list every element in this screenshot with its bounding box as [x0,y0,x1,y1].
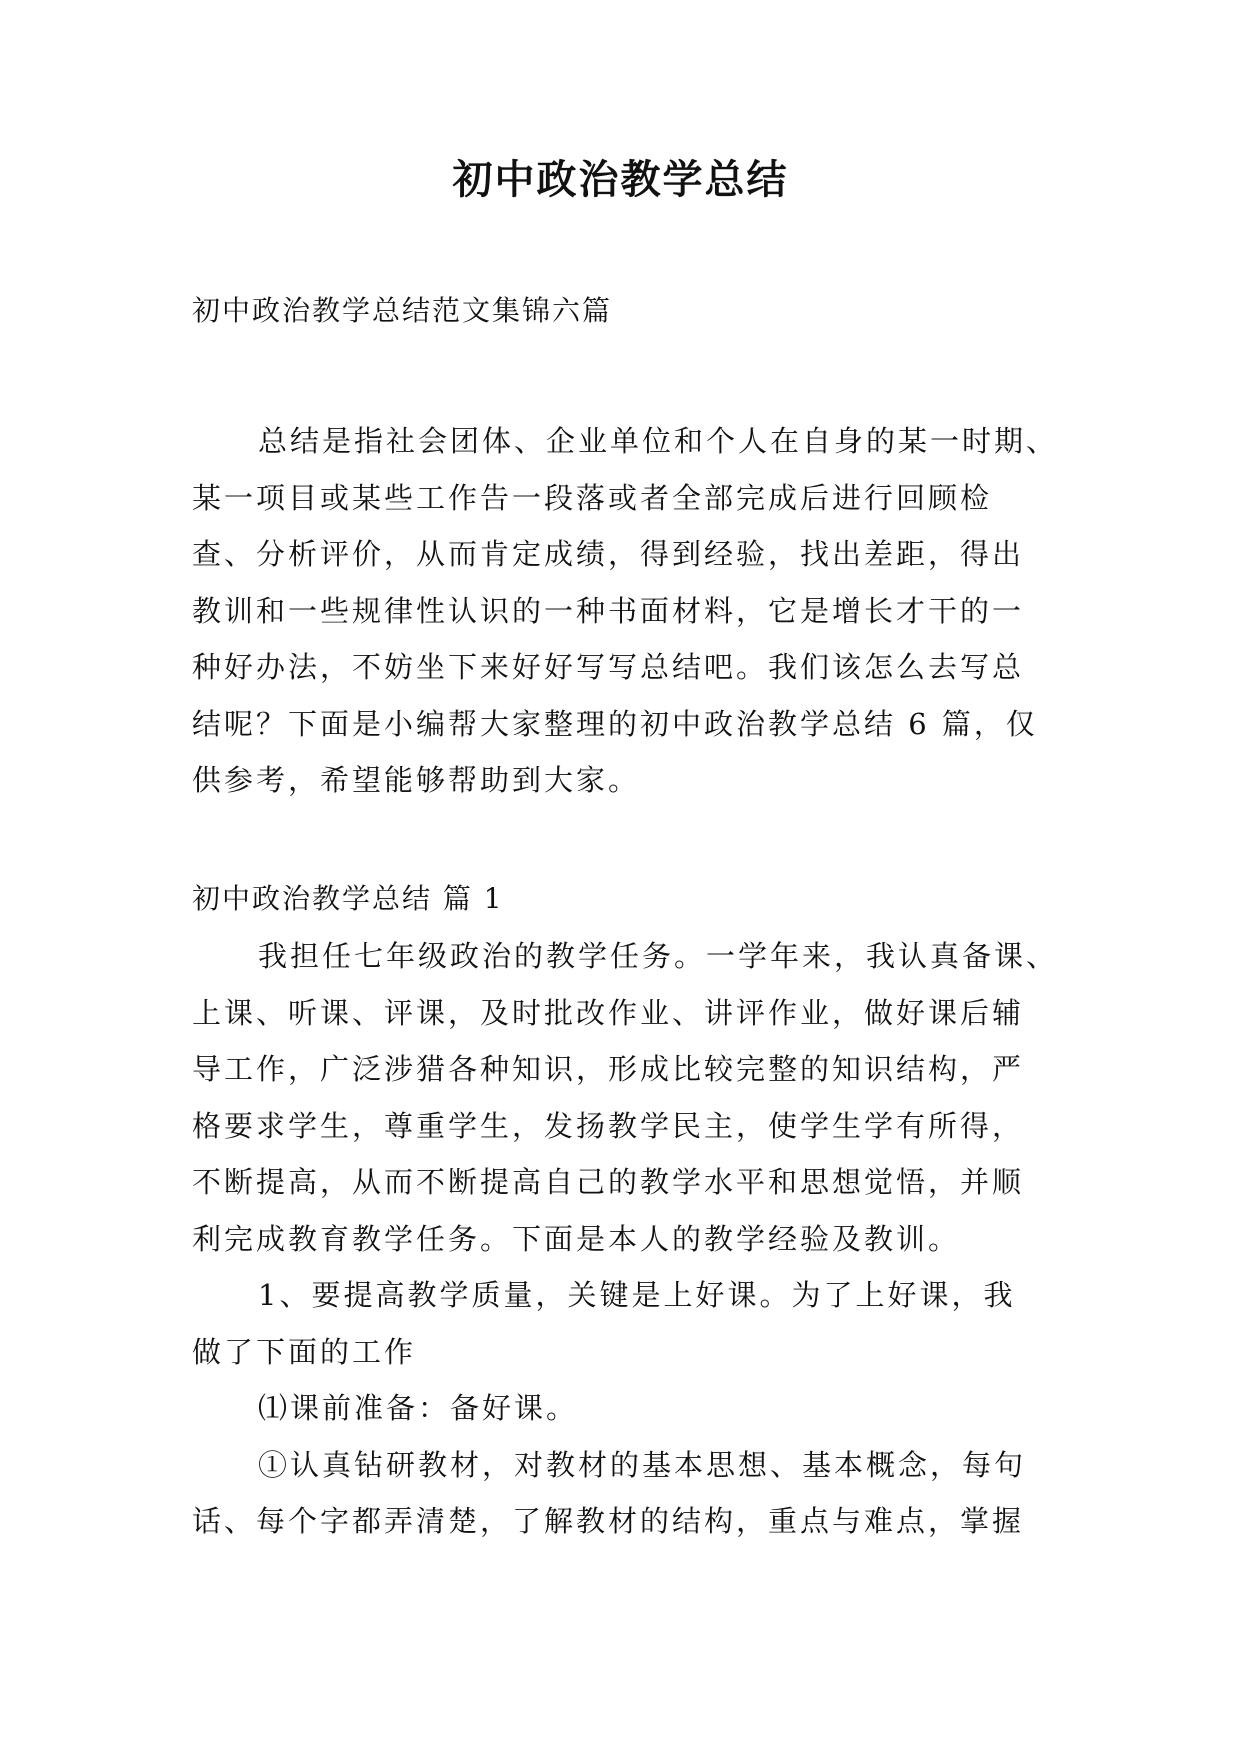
body-line: 不断提高，从而不断提高自己的教学水平和思想觉悟，并顺 [192,1165,1025,1199]
intro-line: 总结是指社会团体、企业单位和个人在自身的某一时期、 [258,424,1059,458]
body-line: 利完成教育教学任务。下面是本人的教学经验及教训。 [192,1221,961,1256]
body-line: 上课、听课、评课，及时批改作业、讲评作业，做好课后辅 [192,995,1025,1030]
body-line: 做了下面的工作 [192,1334,417,1369]
document-title: 初中政治教学总结 [452,156,789,203]
intro-line: 教训和一些规律性认识的一种书面材料，它是增长才干的一 [192,593,1025,628]
body-line: 话、每个字都弄清楚，了解教材的结构，重点与难点，掌握 [192,1504,1025,1538]
body-line: ⑴课前准备：备好课。 [258,1391,579,1425]
intro-line: 供参考，希望能够帮助到大家。 [192,763,641,797]
document-subtitle: 初中政治教学总结范文集锦六篇 [192,294,613,327]
intro-line: 种好办法，不妨坐下来好好写写总结吧。我们该怎么去写总 [192,650,1025,684]
intro-paragraph [192,413,1058,809]
section-heading: 初中政治教学总结 篇 1 [192,882,504,915]
section1-body [192,928,1058,1550]
body-line: ①认真钻研教材，对教材的基本思想、基本概念，每句 [258,1447,1027,1482]
body-line: 1、要提高教学质量，关键是上好课。为了上好课，我 [258,1278,1016,1312]
intro-line: 查、分析评价，从而肯定成绩，得到经验，找出差距，得出 [192,537,1025,571]
body-line: 格要求学生，尊重学生，发扬教学民主，使学生学有所得， [192,1108,1025,1143]
body-line: 导工作，广泛涉猎各种知识，形成比较完整的知识结构，严 [192,1052,1025,1086]
intro-line: 结呢？下面是小编帮大家整理的初中政治教学总结 6 篇，仅 [192,706,1038,741]
body-line: 我担任七年级政治的教学任务。一学年来，我认真备课、 [258,939,1059,973]
intro-line: 某一项目或某些工作告一段落或者全部完成后进行回顾检 [192,480,993,515]
